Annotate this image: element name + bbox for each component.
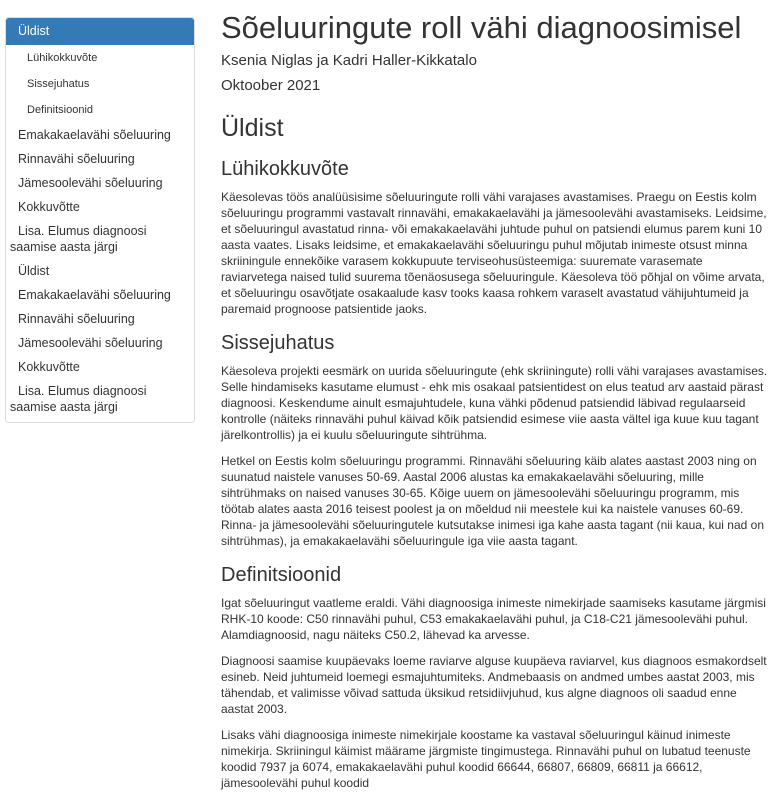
toc-item-rinnavahi[interactable]: Rinnavähi sõeluuring: [18, 152, 135, 166]
section-heading-uldist: Üldist: [221, 114, 284, 142]
toc-item-lyhikokkuvote[interactable]: Lühikokkuvõte: [27, 52, 98, 64]
toc-item-jamesoolevahi[interactable]: Jämesoolevähi sõeluuring: [18, 176, 163, 190]
toc-item-definitsioonid[interactable]: Definitsioonid: [27, 104, 94, 116]
definitions-paragraph-3: Lisaks vähi diagnoosiga inimeste nimekirjale koostame ka vastaval sõeluuringul käinud inimeste nimekirja. Skriiningul käimist määrame järgmiste tingimustega. Rinnavähi puhul on lubatud teenuste koodid 7937 ja 6074, emakakaelavähi puhul koodid 66644, 66807, 66809, 66811 ja 66612, jämesoolevähi puhul koodid: [221, 728, 751, 790]
heading-lyhikokkuvote: Lühikokkuvõte: [221, 158, 349, 180]
page-title: Sõeluuringute roll vähi diagnoosimisel: [221, 10, 742, 45]
toc-item-jamesoolevahi-2[interactable]: Jämesoolevähi sõeluuring: [18, 336, 163, 350]
toc-item-kokkuvotte[interactable]: Kokkuvõtte: [18, 200, 80, 214]
toc-item-uldist[interactable]: Üldist: [6, 18, 194, 45]
date-line: Oktoober 2021: [221, 77, 321, 94]
heading-sissejuhatus: Sissejuhatus: [221, 332, 335, 354]
toc-item-uldist-2[interactable]: Üldist: [18, 264, 50, 278]
definitions-paragraph-1: Igat sõeluuringut vaatleme eraldi. Vähi diagnoosiga inimeste nimekirjade saamiseks kasutame järgmisi RHK-10 koode: C50 rinnavähi puhul, C53 emakakaelavähi puhul, ja C18-C21 jämesoolevähi puhul. Alamdiagnoosid, nagu näiteks C50.2, lähevad ka arvesse.: [221, 596, 766, 642]
toc-item-lisa-elumus[interactable]: Lisa. Elumus diagnoosi saamise aasta järgi: [10, 224, 147, 254]
toc-item-emakakaelavahi-2[interactable]: Emakakaelavähi sõeluuring: [18, 288, 171, 302]
definitions-paragraph-2: Diagnoosi saamise kuupäevaks loeme raviarve alguse kuupäeva raviarvel, kus diagnoos esmakordselt esineb. Neid juhtumeid loemegi esmajuhtumiteks. Andmebaasis on andmed umbes aastat 2003, mis tähendab, et valimisse võivad sattuda üksikud retsidiivjuhud, kus algne diagnoos oli saadud enne aastat 2003.: [221, 654, 767, 716]
toc-item-lisa-elumus-2[interactable]: Lisa. Elumus diagnoosi saamise aasta järgi: [10, 384, 147, 414]
summary-paragraph: Käesolevas töös analüüsisime sõeluuringute rolli vähi varajases avastamises. Praegu on Eestis kolm sõeluuringu programmi vastavalt rinnavähi, emakakaelavähi ja jämesoolevähi avastamiseks. Leidsime, et sõeluuringul avastatud rinna- või emakakaelavähi juhtude puhul on patsiendi elumus parem kuni 10 aasta vaates. Lisaks leidsime, et emakakaelavähi sõeluuringu puhul mõjutab inimeste otsust minna skriiningule ennekõike varasem kokkupuute terviseohusüsteemiga: suuremate varasemate raviarvetega naised tulid suurema tõenäosusega sõeluuringule. Käesoleva töö põhjal on võime arvata, et sõeluuringu osavõtjate osakaalude kasv tooks kaasa rohkem varaselt avastatud vähijuhtumeid ja paremaid prognoose patsientide jaoks.: [221, 190, 767, 316]
toc-item-emakakaelavahi[interactable]: Emakakaelavähi sõeluuring: [18, 128, 171, 142]
toc-item-sissejuhatus[interactable]: Sissejuhatus: [27, 78, 90, 90]
author-line: Ksenia Niglas ja Kadri Haller-Kikkatalo: [221, 52, 477, 69]
toc-item-kokkuvotte-2[interactable]: Kokkuvõtte: [18, 360, 80, 374]
heading-definitsioonid: Definitsioonid: [221, 564, 342, 586]
intro-paragraph-1: Käesoleva projekti eesmärk on uurida sõeluuringute (ehk skriiningute) rolli vähi varajases avastamises. Selle hindamiseks kasutame elumust - ehk mis osakaal patsientidest on elus teatud arv aastaid pärast diagnoosi. Keskendume ainult esmajuhtudele, kuna vähki põdenud patsiendid läbivad regulaarseid kontrolle (näiteks rinnavähi puhul käivad kõik patsiendid esimese viie aasta vältel iga kuue kuu tagant järelkontrollis) ja ei kuulu sõeluuringute sihtrühma.: [221, 364, 768, 442]
toc-item-rinnavahi-2[interactable]: Rinnavähi sõeluuring: [18, 312, 135, 326]
main-content: [221, 0, 771, 801]
table-of-contents: [5, 17, 195, 423]
intro-paragraph-2: Hetkel on Eestis kolm sõeluuringu programmi. Rinnavähi sõeluuring käib alates aastast 2003 ning on suunatud naistele vanuses 50-69. Aastal 2006 alustas ka emakakaelavähi sõeluuring, mille sihtrühmaks on naised vanuses 30-65. Kõige uuem on jämesoolevähi sõeluuringu programm, mis töötab alates aasta 2016 teisest poolest ja on mõeldud nii meestele kui ka naistele vanuses 60-69. Rinna- ja jämesoolevähi sõeluuringutele kutsutakse inimesi iga kahe aasta tagant (nii kaua, kui nad on sihtrühmas), ja emakakaelavähi sõeluuringule iga viie aasta tagant.: [221, 454, 764, 548]
